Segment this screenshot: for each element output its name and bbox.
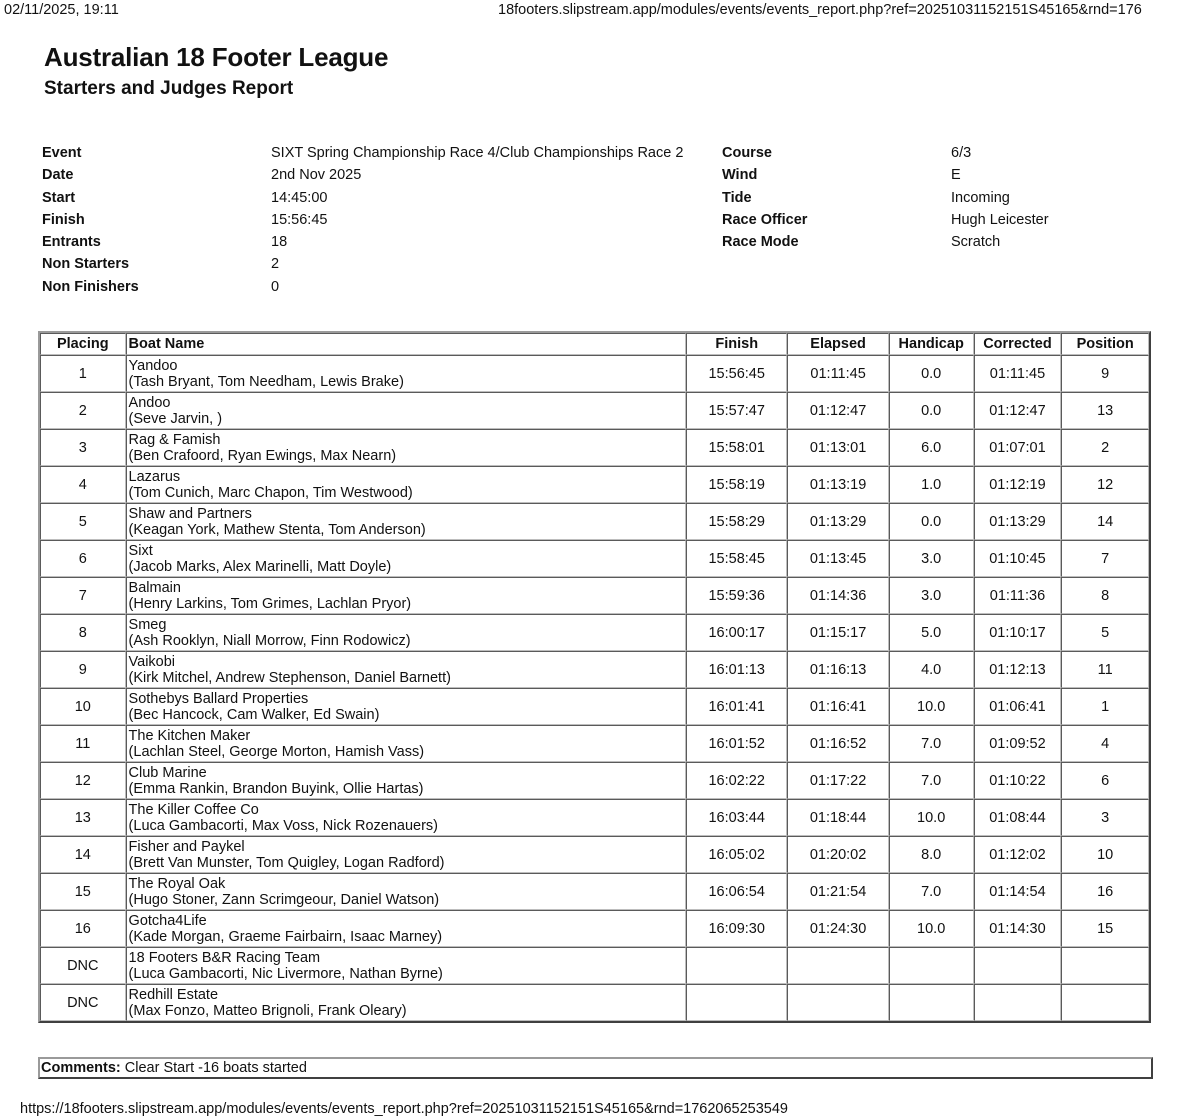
cell-finish: 15:58:45	[686, 540, 787, 577]
cell-placing: 13	[40, 799, 126, 836]
cell-boat	[126, 984, 686, 1021]
cell-handicap: 5.0	[889, 614, 974, 651]
cell-handicap: 7.0	[889, 873, 974, 910]
cell-handicap: 6.0	[889, 429, 974, 466]
cell-corrected	[974, 984, 1062, 1021]
results-body	[40, 355, 1149, 1021]
table-row	[40, 725, 1149, 762]
detail-entrants	[42, 231, 722, 253]
boat-name: Sixt	[128, 542, 153, 559]
cell-placing: 15	[40, 873, 126, 910]
detail-race-officer	[722, 209, 1122, 231]
cell-position: 7	[1061, 540, 1149, 577]
cell-elapsed: 01:18:44	[787, 799, 888, 836]
cell-placing: 6	[40, 540, 126, 577]
boat-name: Gotcha4Life	[128, 912, 207, 929]
cell-finish: 16:01:41	[686, 688, 787, 725]
table-row	[40, 762, 1149, 799]
cell-boat	[126, 355, 686, 392]
cell-boat	[126, 873, 686, 910]
cell-corrected: 01:14:30	[974, 910, 1062, 947]
boat-crew: (Henry Larkins, Tom Grimes, Lachlan Pryor)	[128, 595, 412, 612]
detail-label: Race Mode	[722, 234, 799, 251]
cell-elapsed: 01:15:17	[787, 614, 888, 651]
cell-elapsed	[787, 984, 888, 1021]
cell-elapsed: 01:13:01	[787, 429, 888, 466]
results-table	[38, 331, 1151, 1023]
cell-handicap	[889, 984, 974, 1021]
detail-label: Finish	[42, 211, 85, 228]
cell-placing: 9	[40, 651, 126, 688]
cell-placing: 16	[40, 910, 126, 947]
cell-boat	[126, 651, 686, 688]
cell-corrected: 01:06:41	[974, 688, 1062, 725]
cell-finish: 15:58:01	[686, 429, 787, 466]
cell-position: 14	[1061, 503, 1149, 540]
cell-corrected: 01:09:52	[974, 725, 1062, 762]
comments-box	[38, 1057, 1153, 1079]
detail-label: Event	[42, 145, 82, 161]
cell-position: 16	[1061, 873, 1149, 910]
col-boat-name: Boat Name	[126, 333, 686, 355]
cell-boat	[126, 577, 686, 614]
cell-handicap: 3.0	[889, 540, 974, 577]
boat-name: Vaikobi	[128, 653, 176, 670]
detail-label: Tide	[722, 189, 752, 206]
cell-finish	[686, 984, 787, 1021]
boat-name: Rag & Famish	[128, 431, 221, 448]
cell-finish: 16:03:44	[686, 799, 787, 836]
cell-placing: 12	[40, 762, 126, 799]
boat-crew: (Keagan York, Mathew Stenta, Tom Anderson)	[128, 521, 426, 538]
table-row	[40, 355, 1149, 392]
detail-wind	[722, 164, 1122, 186]
detail-race-mode	[722, 231, 1122, 253]
comments-text: Clear Start -16 boats started	[120, 1060, 307, 1076]
detail-value: 18	[271, 234, 288, 251]
boat-name: The Killer Coffee Co	[128, 801, 259, 818]
event-details-left	[42, 142, 722, 298]
col-corrected: Corrected	[974, 333, 1062, 355]
detail-value: 15:56:45	[271, 211, 328, 228]
cell-finish	[686, 947, 787, 984]
boat-name: 18 Footers B&R Racing Team	[128, 949, 321, 966]
cell-corrected: 01:12:02	[974, 836, 1062, 873]
organisation-title: Australian 18 Footer League	[44, 42, 389, 72]
cell-corrected: 01:13:29	[974, 503, 1062, 540]
detail-label: Course	[722, 145, 772, 161]
boat-name: Yandoo	[128, 357, 178, 374]
detail-value: 2	[271, 256, 280, 273]
boat-name: Fisher and Paykel	[128, 838, 245, 855]
cell-corrected: 01:10:22	[974, 762, 1062, 799]
cell-placing: DNC	[40, 947, 126, 984]
cell-placing: 7	[40, 577, 126, 614]
boat-name: Lazarus	[128, 468, 181, 485]
cell-elapsed: 01:20:02	[787, 836, 888, 873]
table-row	[40, 873, 1149, 910]
detail-value: Scratch	[951, 234, 1001, 251]
print-url: 18footers.slipstream.app/modules/events/events_report.php?ref=20251031152151S45165&rnd=176	[498, 2, 1142, 18]
boat-crew: (Emma Rankin, Brandon Buyink, Ollie Hartas)	[128, 780, 424, 797]
boat-crew: (Luca Gambacorti, Nic Livermore, Nathan Byrne)	[128, 965, 443, 982]
detail-tide	[722, 187, 1122, 209]
detail-value: Hugh Leicester	[951, 211, 1049, 228]
boat-crew: (Seve Jarvin, )	[128, 410, 223, 427]
cell-handicap: 3.0	[889, 577, 974, 614]
cell-boat	[126, 540, 686, 577]
cell-elapsed: 01:16:52	[787, 725, 888, 762]
table-row	[40, 910, 1149, 947]
cell-handicap: 7.0	[889, 762, 974, 799]
col-placing: Placing	[40, 333, 126, 355]
detail-label: Start	[42, 189, 76, 206]
cell-corrected: 01:10:45	[974, 540, 1062, 577]
cell-elapsed: 01:16:41	[787, 688, 888, 725]
cell-corrected: 01:10:17	[974, 614, 1062, 651]
boat-crew: (Brett Van Munster, Tom Quigley, Logan Radford)	[128, 854, 445, 871]
cell-position: 4	[1061, 725, 1149, 762]
cell-position: 2	[1061, 429, 1149, 466]
table-header-row	[40, 333, 1149, 355]
cell-placing: 4	[40, 466, 126, 503]
cell-corrected: 01:12:47	[974, 392, 1062, 429]
cell-position: 12	[1061, 466, 1149, 503]
table-row	[40, 392, 1149, 429]
detail-non-finishers	[42, 276, 722, 298]
cell-placing: 10	[40, 688, 126, 725]
detail-value: SIXT Spring Championship Race 4/Club Championships Race 2	[271, 145, 684, 161]
cell-placing: 14	[40, 836, 126, 873]
cell-elapsed: 01:13:45	[787, 540, 888, 577]
cell-elapsed: 01:14:36	[787, 577, 888, 614]
table-row	[40, 466, 1149, 503]
cell-position: 13	[1061, 392, 1149, 429]
cell-elapsed: 01:13:19	[787, 466, 888, 503]
boat-crew: (Bec Hancock, Cam Walker, Ed Swain)	[128, 706, 380, 723]
detail-value: 2nd Nov 2025	[271, 167, 362, 184]
cell-handicap: 1.0	[889, 466, 974, 503]
cell-position: 11	[1061, 651, 1149, 688]
boat-crew: (Lachlan Steel, George Morton, Hamish Vass)	[128, 743, 425, 760]
boat-name: Balmain	[128, 579, 181, 596]
cell-corrected: 01:14:54	[974, 873, 1062, 910]
cell-elapsed: 01:16:13	[787, 651, 888, 688]
cell-handicap: 0.0	[889, 503, 974, 540]
table-row	[40, 799, 1149, 836]
table-row	[40, 614, 1149, 651]
detail-label: Non Starters	[42, 256, 130, 273]
cell-elapsed: 01:24:30	[787, 910, 888, 947]
cell-finish: 15:57:47	[686, 392, 787, 429]
cell-finish: 16:05:02	[686, 836, 787, 873]
cell-boat	[126, 836, 686, 873]
cell-corrected: 01:08:44	[974, 799, 1062, 836]
detail-value: 14:45:00	[271, 189, 328, 206]
table-row	[40, 836, 1149, 873]
table-row	[40, 984, 1149, 1021]
boat-crew: (Tash Bryant, Tom Needham, Lewis Brake)	[128, 373, 404, 390]
cell-handicap: 8.0	[889, 836, 974, 873]
table-row	[40, 688, 1149, 725]
event-details-right	[722, 142, 1122, 253]
cell-placing: 5	[40, 503, 126, 540]
table-row	[40, 540, 1149, 577]
cell-placing: 11	[40, 725, 126, 762]
detail-label: Race Officer	[722, 211, 808, 228]
boat-name: Redhill Estate	[128, 986, 219, 1003]
boat-crew: (Ben Crafoord, Ryan Ewings, Max Nearn)	[128, 447, 397, 464]
cell-placing: DNC	[40, 984, 126, 1021]
boat-name: Sothebys Ballard Properties	[128, 690, 309, 707]
cell-placing: 3	[40, 429, 126, 466]
cell-position: 8	[1061, 577, 1149, 614]
boat-name: Club Marine	[128, 764, 207, 781]
boat-crew: (Hugo Stoner, Zann Scrimgeour, Daniel Watson)	[128, 891, 440, 908]
boat-name: The Royal Oak	[128, 875, 226, 892]
cell-boat	[126, 688, 686, 725]
cell-elapsed: 01:17:22	[787, 762, 888, 799]
cell-boat	[126, 947, 686, 984]
cell-corrected: 01:12:19	[974, 466, 1062, 503]
table-row	[40, 503, 1149, 540]
cell-handicap: 4.0	[889, 651, 974, 688]
cell-position: 15	[1061, 910, 1149, 947]
cell-finish: 16:01:13	[686, 651, 787, 688]
cell-position	[1061, 947, 1149, 984]
cell-finish: 16:00:17	[686, 614, 787, 651]
col-handicap: Handicap	[889, 333, 974, 355]
cell-position	[1061, 984, 1149, 1021]
cell-handicap: 10.0	[889, 910, 974, 947]
cell-position: 6	[1061, 762, 1149, 799]
boat-crew: (Kirk Mitchel, Andrew Stephenson, Daniel Barnett)	[128, 669, 451, 686]
cell-position: 9	[1061, 355, 1149, 392]
cell-boat	[126, 799, 686, 836]
boat-crew: (Max Fonzo, Matteo Brignoli, Frank Oleary)	[128, 1002, 407, 1019]
cell-elapsed: 01:21:54	[787, 873, 888, 910]
print-footer-url: https://18footers.slipstream.app/modules/events/events_report.php?ref=20251031152151S45165&rnd=1762065253549	[20, 1101, 788, 1117]
cell-boat	[126, 910, 686, 947]
detail-label: Non Finishers	[42, 278, 139, 295]
cell-finish: 16:02:22	[686, 762, 787, 799]
cell-finish: 15:58:19	[686, 466, 787, 503]
boat-crew: (Jacob Marks, Alex Marinelli, Matt Doyle)	[128, 558, 392, 575]
cell-handicap	[889, 947, 974, 984]
cell-boat	[126, 392, 686, 429]
cell-boat	[126, 503, 686, 540]
detail-value: E	[951, 167, 961, 184]
cell-position: 1	[1061, 688, 1149, 725]
cell-corrected: 01:07:01	[974, 429, 1062, 466]
detail-non-starters	[42, 253, 722, 275]
cell-handicap: 10.0	[889, 799, 974, 836]
cell-finish: 15:58:29	[686, 503, 787, 540]
comments-label: Comments:	[41, 1060, 121, 1076]
table-row	[40, 429, 1149, 466]
detail-finish	[42, 209, 722, 231]
cell-boat	[126, 762, 686, 799]
print-header	[0, 0, 1200, 20]
cell-finish: 16:01:52	[686, 725, 787, 762]
detail-value: Incoming	[951, 189, 1010, 206]
detail-label: Date	[42, 167, 74, 184]
detail-value: 6/3	[951, 145, 972, 161]
cell-position: 3	[1061, 799, 1149, 836]
cell-position: 10	[1061, 836, 1149, 873]
col-finish: Finish	[686, 333, 787, 355]
boat-crew: (Tom Cunich, Marc Chapon, Tim Westwood)	[128, 484, 413, 501]
cell-boat	[126, 466, 686, 503]
cell-elapsed: 01:12:47	[787, 392, 888, 429]
boat-crew: (Kade Morgan, Graeme Fairbairn, Isaac Marney)	[128, 928, 443, 945]
cell-placing: 8	[40, 614, 126, 651]
detail-start	[42, 187, 722, 209]
boat-crew: (Ash Rooklyn, Niall Morrow, Finn Rodowicz)	[128, 632, 411, 649]
cell-handicap: 10.0	[889, 688, 974, 725]
boat-name: Shaw and Partners	[128, 505, 252, 522]
col-position: Position	[1061, 333, 1149, 355]
cell-handicap: 0.0	[889, 392, 974, 429]
table-row	[40, 651, 1149, 688]
detail-label: Entrants	[42, 234, 101, 251]
table-row	[40, 947, 1149, 984]
cell-elapsed	[787, 947, 888, 984]
cell-placing: 1	[40, 355, 126, 392]
cell-finish: 16:09:30	[686, 910, 787, 947]
detail-course	[722, 142, 1122, 164]
boat-name: Smeg	[128, 616, 167, 633]
col-elapsed: Elapsed	[787, 333, 888, 355]
cell-corrected: 01:12:13	[974, 651, 1062, 688]
cell-finish: 15:56:45	[686, 355, 787, 392]
cell-boat	[126, 725, 686, 762]
cell-elapsed: 01:13:29	[787, 503, 888, 540]
boat-name: The Kitchen Maker	[128, 727, 251, 744]
print-timestamp: 02/11/2025, 19:11	[4, 2, 119, 18]
cell-corrected: 01:11:36	[974, 577, 1062, 614]
detail-label: Wind	[722, 167, 758, 184]
cell-placing: 2	[40, 392, 126, 429]
cell-finish: 15:59:36	[686, 577, 787, 614]
cell-corrected: 01:11:45	[974, 355, 1062, 392]
cell-handicap: 0.0	[889, 355, 974, 392]
boat-crew: (Luca Gambacorti, Max Voss, Nick Rozenauers)	[128, 817, 438, 834]
cell-boat	[126, 614, 686, 651]
cell-position: 5	[1061, 614, 1149, 651]
cell-boat	[126, 429, 686, 466]
report-title: Starters and Judges Report	[44, 78, 294, 99]
detail-value: 0	[271, 278, 280, 295]
cell-elapsed: 01:11:45	[787, 355, 888, 392]
table-row	[40, 577, 1149, 614]
detail-date	[42, 164, 722, 186]
cell-finish: 16:06:54	[686, 873, 787, 910]
detail-event	[42, 142, 722, 164]
boat-name: Andoo	[128, 394, 171, 411]
cell-handicap: 7.0	[889, 725, 974, 762]
cell-corrected	[974, 947, 1062, 984]
